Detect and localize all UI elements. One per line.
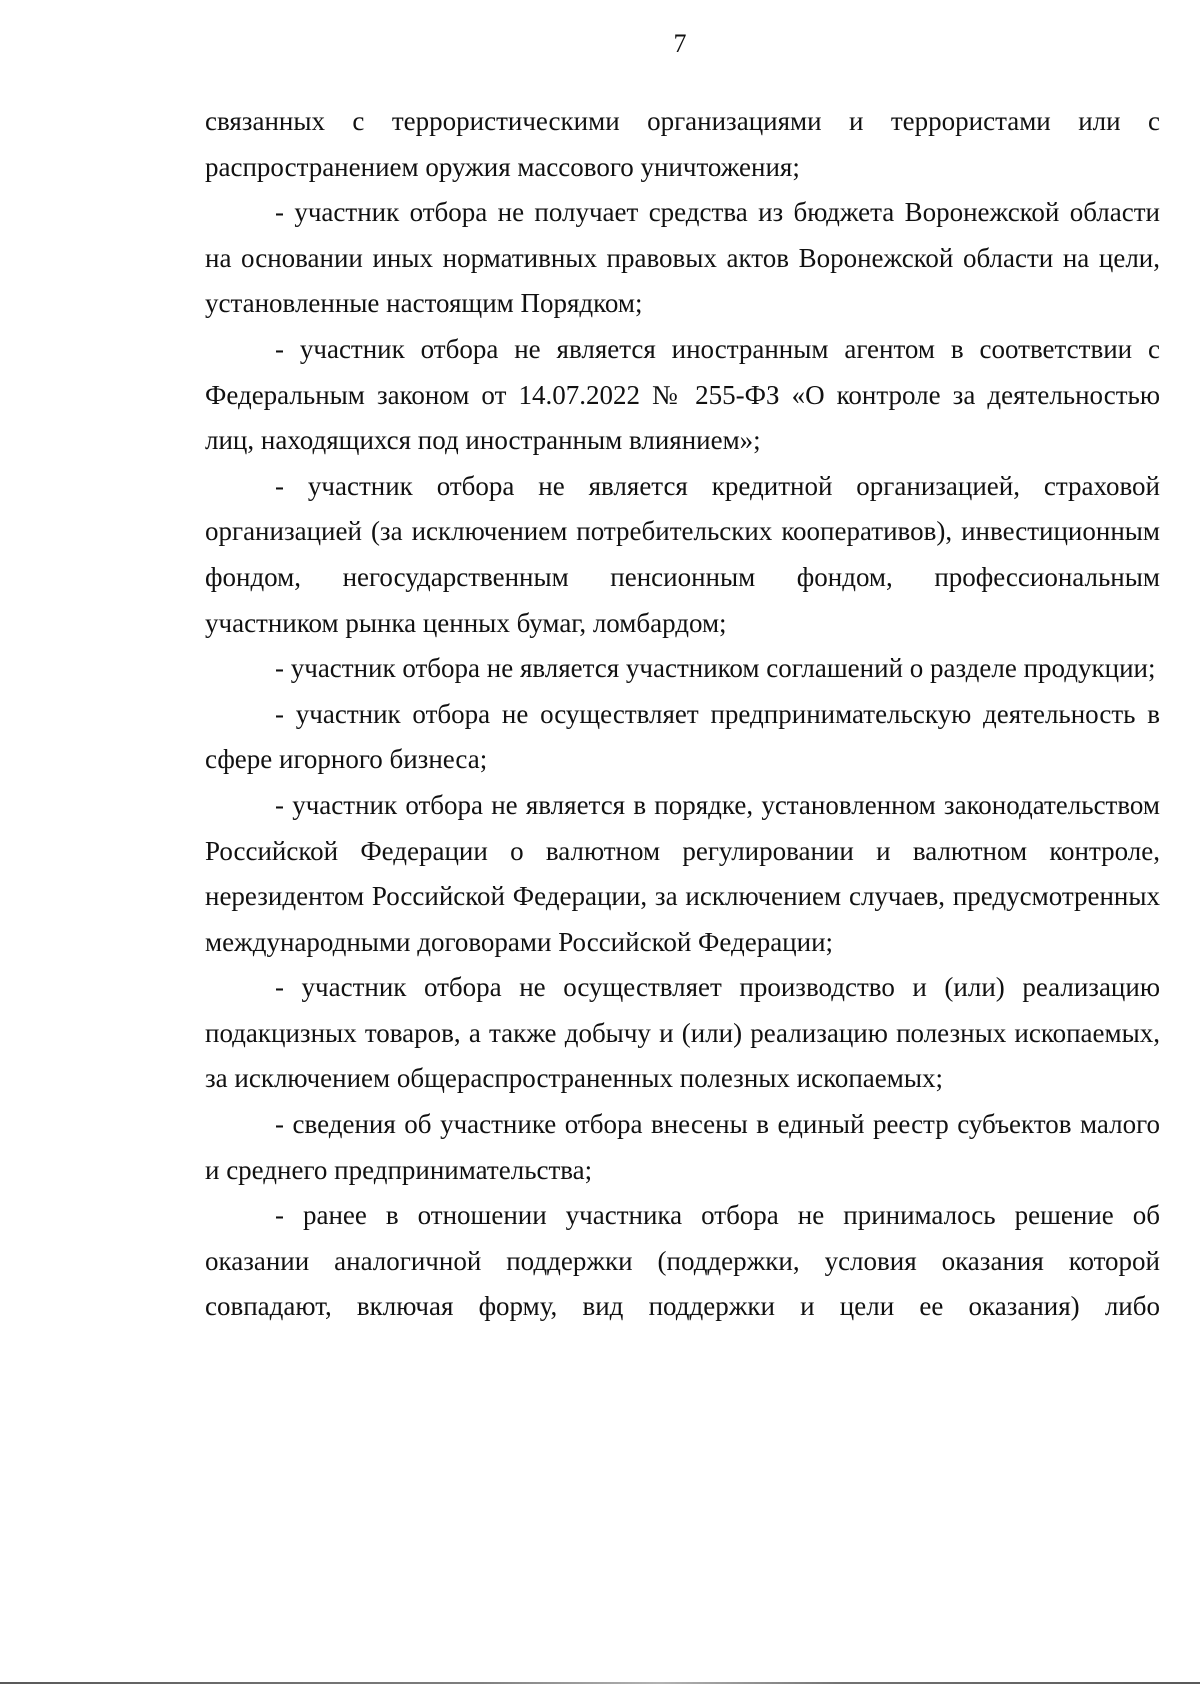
paragraph-7: - участник отбора не является в порядке, установленном законодательством Российской Федерации о валютном регулировании и валютном контроле, нерезидентом Российской Федерации, за исключением случаев, предусмотренных международными договорами Российской Федерации; — [205, 789, 1160, 957]
paragraph-6: - участник отбора не осуществляет предпринимательскую деятельность в сфере игорного бизнеса; — [205, 698, 1160, 775]
paragraph-5: - участник отбора не является участником соглашений о разделе продукции; — [275, 653, 1156, 684]
paragraph-8: - участник отбора не осуществляет производство и (или) реализацию подакцизных товаров, а также добычу и (или) реализацию полезных ископаемых, за исключением общераспространенных полезных ископаемых; — [205, 972, 1160, 1094]
document-body — [205, 99, 1160, 1330]
paragraph-1: связанных с террористическими организациями и террористами или с распространением оружия массового уничтожения; — [205, 106, 1160, 182]
paragraph-4: - участник отбора не является кредитной организацией, страховой организацией (за исключением потребительских кооперативов), инвестиционным фондом, негосударственным пенсионным фондом, профессиональным участником рынка ценных бумаг, ломбардом; — [205, 470, 1160, 638]
paragraph-3: - участник отбора не является иностранным агентом в соответствии с Федеральным законом от 14.07.2022 № 255-ФЗ «О контроле за деятельностью лиц, находящихся под иностранным влиянием»; — [205, 333, 1160, 456]
paragraph-9: - сведения об участнике отбора внесены в единый реестр субъектов малого и среднего предпринимательства; — [205, 1109, 1160, 1185]
paragraph-2: - участник отбора не получает средства из бюджета Воронежской области на основании иных нормативных правовых актов Воронежской области на цели, установленные настоящим Порядком; — [205, 197, 1160, 319]
scan-edge-line — [0, 1682, 1200, 1684]
page-number: 7 — [673, 29, 687, 58]
paragraph-10: - ранее в отношении участника отбора не принималось решение об оказании аналогичной поддержки (поддержки, условия оказания которой совпадают, включая форму, вид поддержки и цели ее оказания) либо — [205, 1200, 1160, 1322]
